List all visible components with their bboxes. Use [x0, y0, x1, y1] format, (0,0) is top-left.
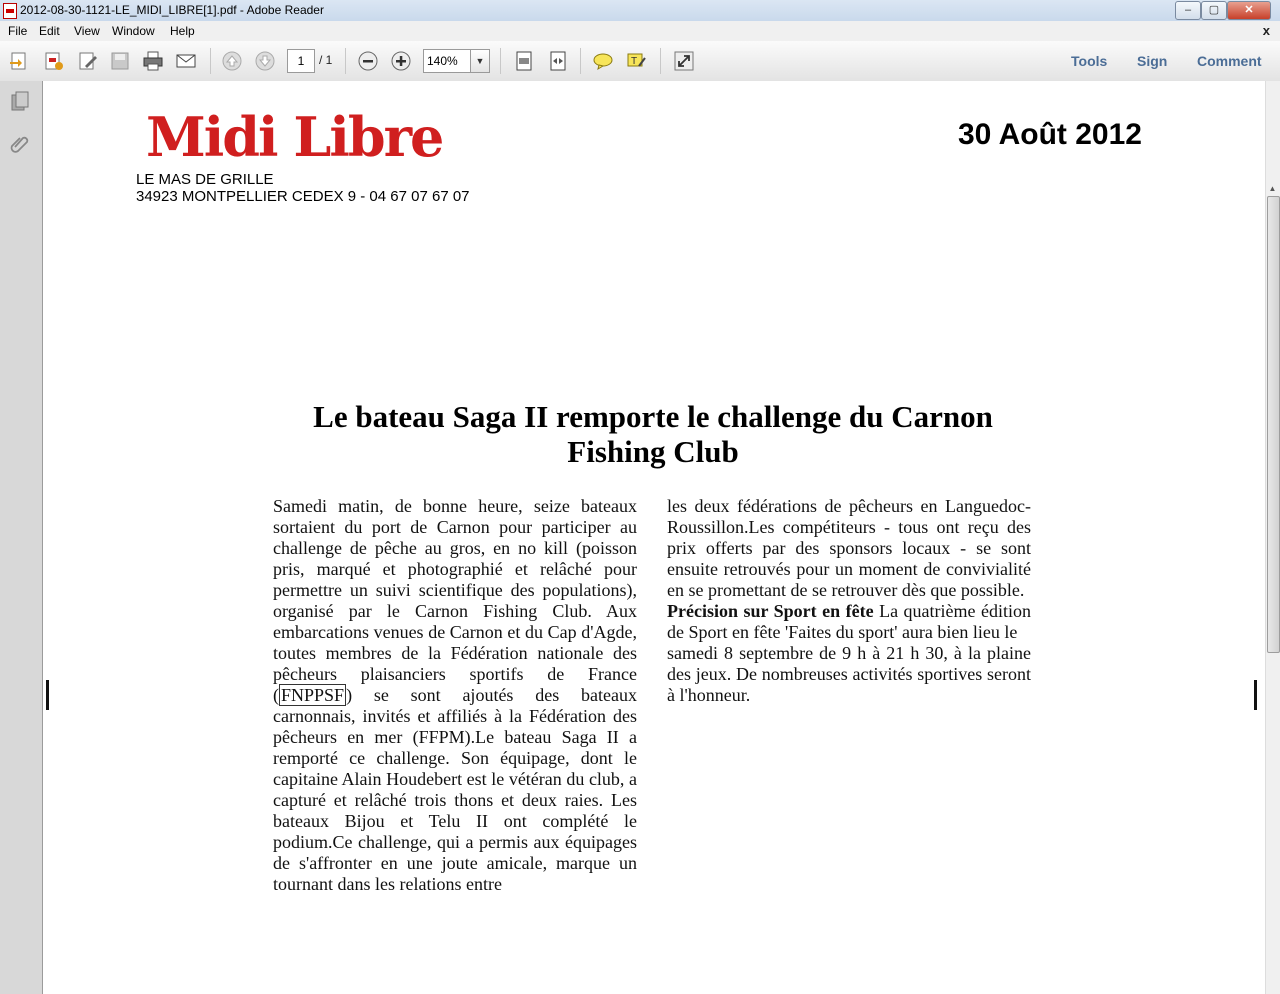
close-document-button[interactable]: x — [1262, 23, 1270, 38]
toolbar-divider — [500, 48, 501, 74]
fit-width-icon[interactable] — [546, 49, 570, 73]
document-page — [43, 81, 1265, 994]
toolbar-divider — [345, 48, 346, 74]
save-icon[interactable] — [108, 49, 132, 73]
zoom-level-input[interactable]: 140% — [423, 49, 472, 73]
scrollbar-thumb[interactable] — [1267, 196, 1280, 653]
email-icon[interactable] — [174, 49, 198, 73]
edit-document-icon[interactable] — [76, 49, 100, 73]
article-date: 30 Août 2012 — [958, 118, 1142, 151]
previous-page-icon[interactable] — [220, 49, 244, 73]
zoom-in-icon[interactable] — [389, 49, 413, 73]
highlight-text-icon[interactable] — [624, 49, 648, 73]
page-edge-marker — [1254, 680, 1257, 710]
maximize-button[interactable]: ▢ — [1201, 1, 1227, 20]
zoom-out-icon[interactable] — [356, 49, 380, 73]
menu-view[interactable]: View — [74, 24, 100, 38]
page-count: / 1 — [319, 53, 333, 67]
column-2-paragraph: La quatrième édition de Sport en fête 'Faites du sport' aura bien lieu le — [667, 601, 1031, 642]
tools-pane-button[interactable]: Tools — [1071, 53, 1108, 69]
column-1-text-continued: ) se sont ajoutés des bateaux carnonnais, invités et affiliés à la Fédération des pêcheurs en mer (FFPM).Le bateau Saga II a remporté ce challenge. Son équipage, dont le capitaine Alain Houdebert est le vétéran du club, a capturé et relâché trois thons et deux raies. Les bateaux Bijou et Telu II ont complété le podium.Ce challenge, qui a permis aux équipages de s'affronter en une joute amicale, marque un tournant dans les relations entre — [273, 685, 637, 894]
navigation-panel — [0, 81, 43, 994]
comment-pane-button[interactable]: Comment — [1197, 53, 1262, 69]
toolbar-divider — [580, 48, 581, 74]
zoom-dropdown-chevron-icon[interactable]: ▼ — [470, 49, 490, 73]
midi-libre-masthead-logo: Midi Libre — [146, 105, 443, 169]
column-2-paragraph: samedi 8 septembre de 9 h à 21 h 30, à la plaine des jeux. De nombreuses activités sportives seront à l'honneur. — [667, 643, 1031, 705]
menu-window[interactable]: Window — [112, 24, 155, 38]
scroll-up-arrow-icon[interactable]: ▲ — [1268, 184, 1277, 193]
open-file-icon[interactable] — [8, 49, 32, 73]
menu-bar — [0, 21, 1280, 41]
column-1-text: Samedi matin, de bonne heure, seize bateaux sortaient du port de Carnon pour participer au challenge de pêche au gros, en no kill (poisson pris, marqué et photographié et relâché pour permettre un suivi scientifique des populations), organisé par le Carnon Fishing Club. Aux embarcations venues de Carnon et du Cap d'Agde, toutes membres de la Fédération nationale des pêcheurs plaisanciers sportifs de France ( — [273, 496, 637, 705]
article-column-1 — [273, 496, 637, 895]
attachments-paperclip-icon[interactable] — [9, 133, 31, 155]
fit-page-icon[interactable] — [512, 49, 536, 73]
toolbar-divider — [210, 48, 211, 74]
sticky-note-icon[interactable] — [591, 49, 615, 73]
article-column-2 — [667, 496, 1031, 706]
next-page-icon[interactable] — [253, 49, 277, 73]
title-bar — [0, 0, 1280, 22]
article-headline: Le bateau Saga II remporte le challenge du Carnon Fishing Club — [313, 399, 993, 469]
pdf-file-icon — [3, 3, 17, 19]
page-number-input[interactable]: 1 — [287, 49, 315, 73]
svg-text:T: T — [631, 56, 638, 67]
sign-pane-button[interactable]: Sign — [1137, 53, 1168, 69]
create-pdf-icon[interactable] — [42, 49, 66, 73]
page-thumbnails-icon[interactable] — [9, 90, 31, 112]
menu-edit[interactable]: Edit — [39, 24, 60, 38]
window-title: 2012-08-30-1121-LE_MIDI_LIBRE[1].pdf - Adobe Reader — [20, 3, 324, 17]
fnppsf-boxed-term: FNPPSF — [281, 685, 345, 705]
full-screen-icon[interactable] — [672, 49, 696, 73]
sport-en-fete-subhead: Précision sur Sport en fête — [667, 601, 874, 621]
page-edge-marker — [46, 680, 49, 710]
minimize-button[interactable]: – — [1175, 1, 1201, 20]
close-window-button[interactable]: ✕ — [1227, 1, 1271, 20]
toolbar-divider — [660, 48, 661, 74]
menu-file[interactable]: File — [8, 24, 28, 38]
column-2-paragraph: les deux fédérations de pêcheurs en Languedoc-Roussillon.Les compétiteurs - tous ont reçu des prix offerts par des sponsors locaux - se sont ensuite retrouvés pour un moment de convivialité en se promettant de se retrouver dès que possible. — [667, 496, 1031, 600]
menu-help[interactable]: Help — [170, 24, 195, 38]
address-line-2: 34923 MONTPELLIER CEDEX 9 - 04 67 07 67 07 — [136, 188, 470, 205]
print-icon[interactable] — [141, 49, 165, 73]
address-line-1: LE MAS DE GRILLE — [136, 171, 274, 188]
